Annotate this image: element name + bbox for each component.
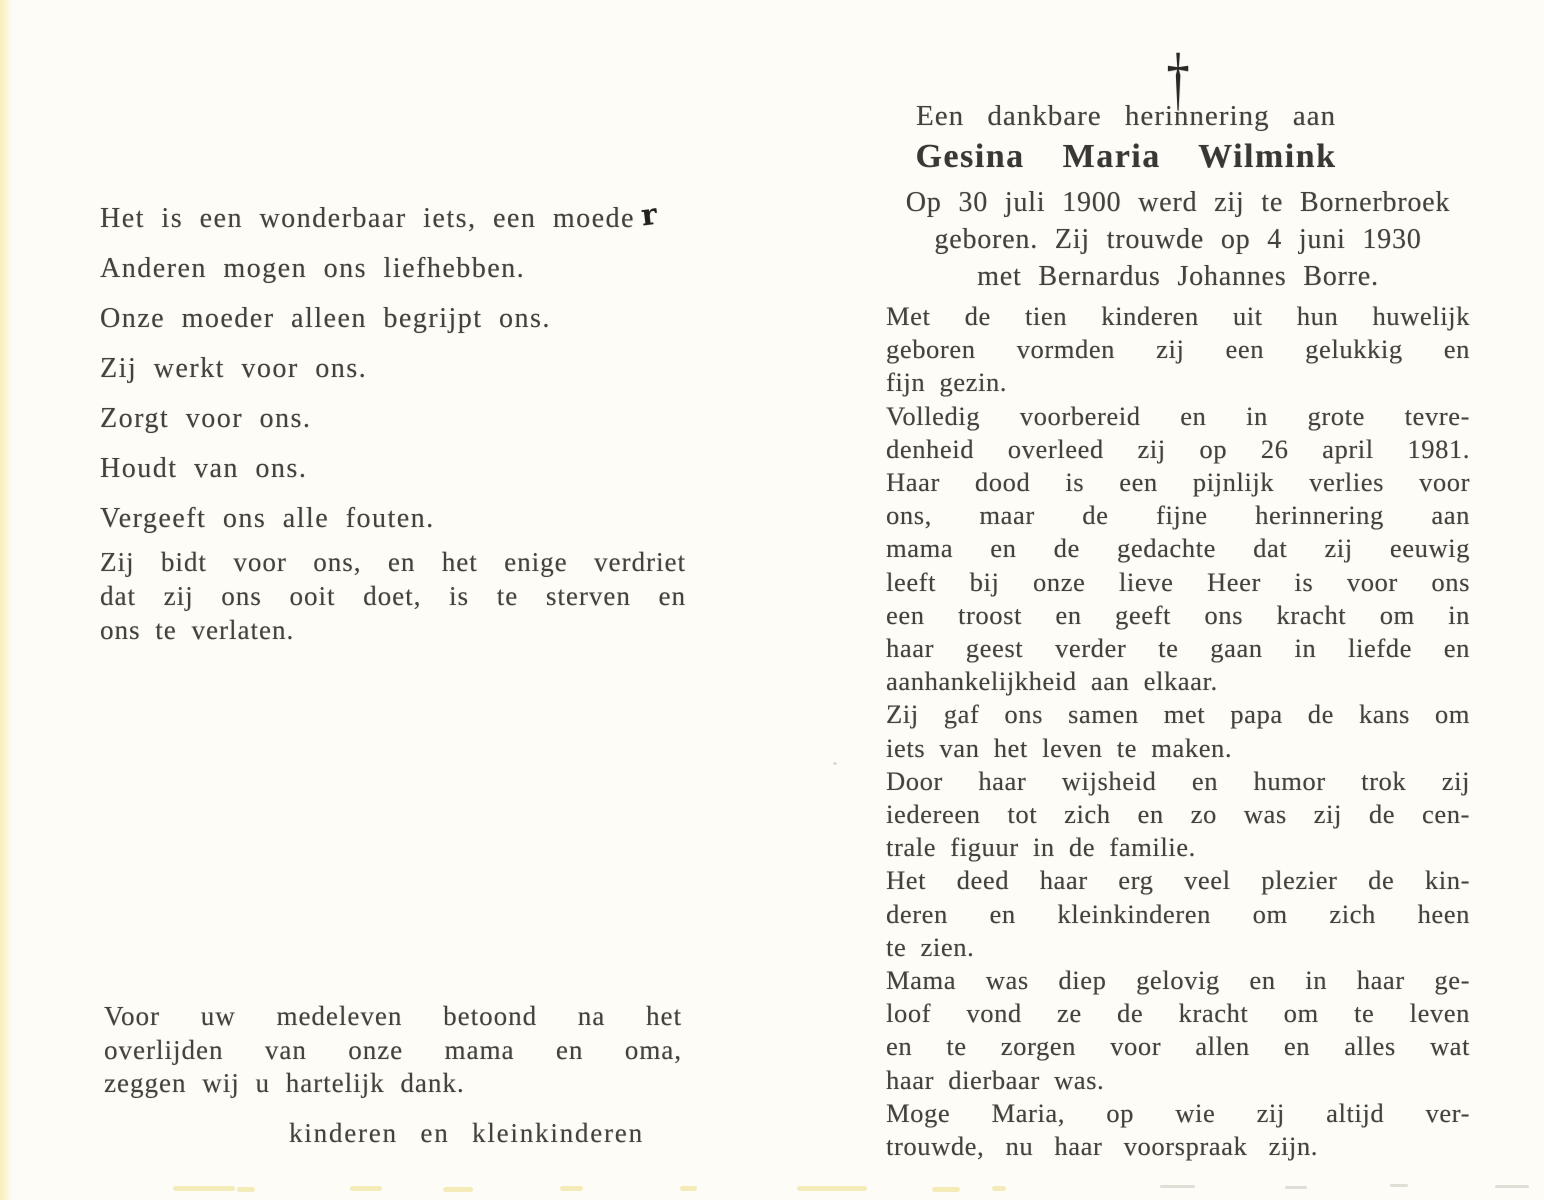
poem-line: Houdt van ons. bbox=[100, 453, 308, 484]
text-line: trale figuur in de familie. bbox=[886, 832, 1196, 863]
handwritten-letter: r bbox=[639, 196, 661, 233]
intro-block bbox=[886, 184, 1470, 295]
poem-line bbox=[100, 193, 706, 244]
scan-smudge bbox=[992, 1186, 1006, 1191]
text-line: overlijden van onze mama en oma, bbox=[104, 1034, 682, 1065]
scan-speck bbox=[833, 762, 837, 765]
text-line: geboren vormden zij een gelukkig en bbox=[886, 334, 1470, 365]
text-line: haar dierbaar was. bbox=[886, 1064, 1105, 1095]
text-line: iets van het leven te maken. bbox=[886, 732, 1233, 763]
text-line: trouwde, nu haar voorspraak zijn. bbox=[886, 1131, 1318, 1162]
scan-smudge bbox=[797, 1186, 867, 1191]
poem-block bbox=[100, 193, 706, 544]
text-line: haar geest verder te gaan in liefde en bbox=[886, 633, 1470, 664]
poem-paragraph bbox=[100, 545, 686, 647]
scan-smudge bbox=[1390, 1184, 1408, 1187]
poem-line: Zij werkt voor ons. bbox=[100, 353, 368, 384]
text-line: iedereen tot zich en zo was zij de cen- bbox=[886, 799, 1470, 830]
text-line: deren en kleinkinderen om zich heen bbox=[886, 898, 1470, 929]
text-line: geboren. Zij trouwde op 4 juni 1930 bbox=[934, 224, 1422, 255]
text-line: Op 30 juli 1900 werd zij te Bornerbroek bbox=[905, 187, 1451, 218]
poem-line: Anderen mogen ons liefhebben. bbox=[100, 253, 526, 284]
text-line: en te zorgen voor allen en alles wat bbox=[886, 1031, 1470, 1062]
poem-line: Zorgt voor ons. bbox=[100, 403, 312, 434]
text-line: ons, maar de fijne herinnering aan bbox=[886, 500, 1470, 531]
scan-smudge bbox=[680, 1186, 697, 1191]
poem-line: Onze moeder alleen begrijpt ons. bbox=[100, 303, 551, 334]
scan-edge-strip bbox=[0, 0, 12, 1200]
text-line: Moge Maria, op wie zij altijd ver- bbox=[886, 1097, 1470, 1128]
text-line: mama en de gedachte dat zij eeuwig bbox=[886, 533, 1470, 564]
text-line: Volledig voorbereid en in grote tevre- bbox=[886, 400, 1470, 431]
text-line: een troost en geeft ons kracht om in bbox=[886, 599, 1470, 630]
text-line: zeggen wij u hartelijk dank. bbox=[104, 1068, 465, 1098]
text-line: Haar dood is een pijnlijk verlies voor bbox=[886, 467, 1470, 498]
text-line: met Bernardus Johannes Borre. bbox=[977, 261, 1379, 292]
text-line: loof vond ze de kracht om te leven bbox=[886, 998, 1470, 1029]
signature-line: kinderen en kleinkinderen bbox=[289, 1118, 644, 1148]
text-line: Zij gaf ons samen met papa de kans om bbox=[886, 699, 1470, 730]
memorial-text-block bbox=[886, 300, 1470, 1163]
text-line: fijn gezin. bbox=[886, 367, 1008, 398]
poem-line: Vergeeft ons alle fouten. bbox=[100, 503, 435, 534]
poem-line-text: Het is een wonderbaar iets, een moede bbox=[100, 203, 635, 234]
cross-icon: † bbox=[1166, 38, 1190, 118]
text-line: Met de tien kinderen uit hun huwelijk bbox=[886, 301, 1470, 331]
text-line: Door haar wijsheid en humor trok zij bbox=[886, 765, 1470, 796]
text-line: dat zij ons ooit doet, is te sterven en bbox=[100, 581, 686, 611]
scan-smudge bbox=[1285, 1186, 1307, 1189]
text-line: Voor uw medeleven betoond na het bbox=[104, 1001, 682, 1031]
scan-smudge bbox=[1495, 1185, 1529, 1188]
scan-smudge bbox=[560, 1186, 583, 1191]
thanks-block bbox=[104, 1000, 682, 1101]
dedication-line: Een dankbare herinnering aan bbox=[915, 100, 1337, 132]
scan-smudge bbox=[237, 1187, 255, 1192]
text-line: ons te verlaten. bbox=[100, 615, 295, 645]
text-line: Zij bidt voor ons, en het enige verdriet bbox=[100, 547, 686, 577]
scan-smudge bbox=[1160, 1185, 1195, 1188]
scan-smudge bbox=[173, 1186, 235, 1191]
text-line: Het deed haar erg veel plezier de kin- bbox=[886, 865, 1470, 896]
text-line: te zien. bbox=[886, 931, 975, 962]
text-line: aanhankelijkheid aan elkaar. bbox=[886, 666, 1218, 697]
deceased-name: Gesina Maria Wilmink bbox=[915, 138, 1337, 175]
text-line: denheid overleed zij op 26 april 1981. bbox=[886, 433, 1470, 464]
scan-smudge bbox=[350, 1186, 382, 1191]
text-line: Mama was diep gelovig en in haar ge- bbox=[886, 965, 1470, 996]
text-line: leeft bij onze lieve Heer is voor ons bbox=[886, 566, 1470, 597]
scan-smudge bbox=[443, 1187, 473, 1192]
scan-smudge bbox=[932, 1187, 960, 1192]
